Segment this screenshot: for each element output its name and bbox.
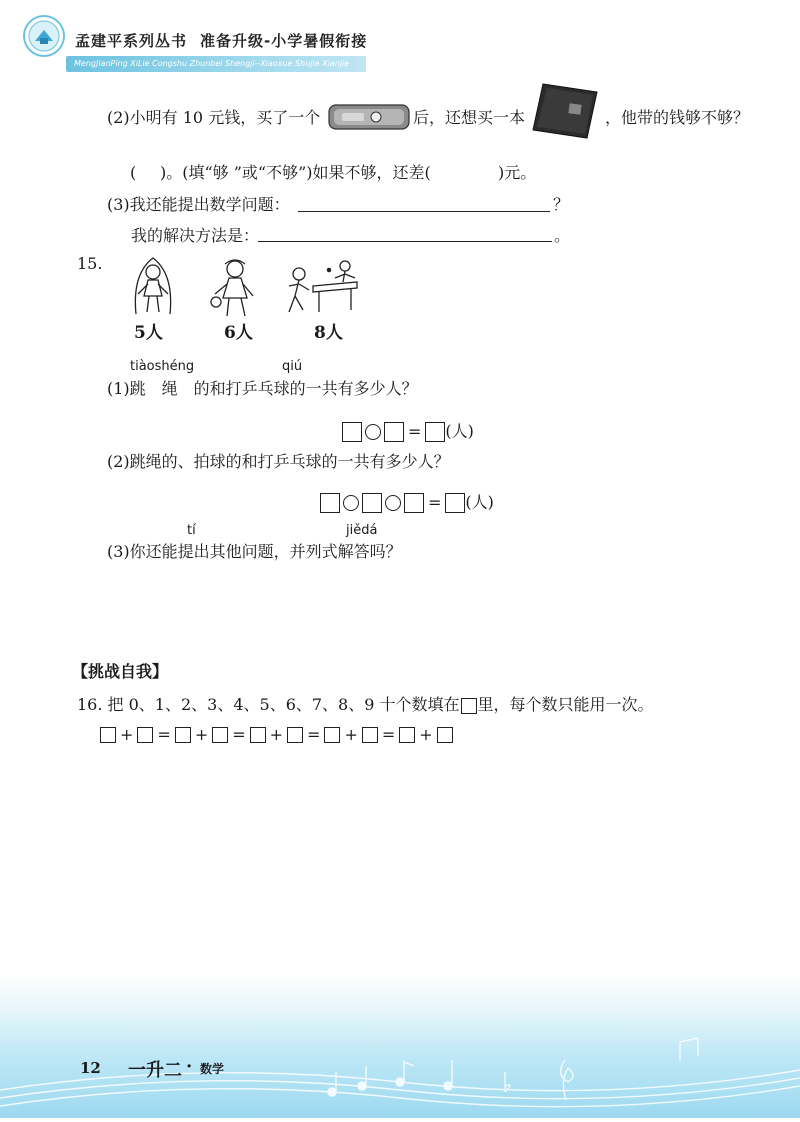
- challenge-heading: 【挑战自我】: [72, 662, 169, 681]
- q15-p1-equation: [342, 421, 474, 442]
- pencil-case-image: [328, 102, 410, 132]
- music-notes-decoration: [0, 1020, 800, 1118]
- count-ball-bouncing: 6人: [224, 323, 253, 343]
- example-box: [461, 698, 477, 714]
- q16-text: [77, 695, 654, 715]
- q14-p2-text-c: ，他带的钱够不够？: [605, 108, 750, 127]
- q16-equation: [100, 724, 453, 744]
- q14-p3-method: 我的解决方法是：: [131, 226, 260, 245]
- header-title: 准备升级-小学暑假衔接: [200, 32, 368, 50]
- answer-box[interactable]: [212, 727, 228, 743]
- answer-box[interactable]: [384, 422, 404, 442]
- answer-box[interactable]: [399, 727, 415, 743]
- header-logo: [22, 14, 66, 58]
- count-jump-rope: 5人: [134, 323, 163, 343]
- ping-pong-figure: [285, 256, 360, 316]
- equals-sign: =: [157, 725, 171, 744]
- answer-box[interactable]: [437, 727, 453, 743]
- ball-bouncing-figure: [205, 256, 265, 320]
- equals-sign: =: [381, 725, 396, 744]
- q15-p2-text: (2)跳绳的、拍球的和打乒乓球的一共有多少人？: [107, 452, 450, 471]
- q14-p2-fill-a: (: [130, 163, 137, 182]
- answer-box[interactable]: [425, 422, 445, 442]
- answer-box[interactable]: [137, 727, 153, 743]
- header-series: 孟建平系列丛书: [75, 32, 188, 50]
- answer-box[interactable]: [362, 493, 382, 513]
- plus-sign: +: [120, 725, 134, 744]
- answer-box[interactable]: [324, 727, 340, 743]
- answer-box[interactable]: [287, 727, 303, 743]
- plus-sign: +: [194, 725, 209, 744]
- answer-box[interactable]: [362, 727, 378, 743]
- operator-circle[interactable]: [343, 495, 359, 511]
- answer-box[interactable]: [404, 493, 424, 513]
- q14-p2-fill-c: )元。: [498, 163, 537, 182]
- count-ping-pong: 8人: [314, 323, 343, 343]
- q15-number: 15.: [77, 254, 103, 273]
- operator-circle[interactable]: [365, 424, 381, 440]
- header-subtitle: MengJianPing XiLie Congshu Zhunbei Shengji--Xiaoxue Shujia Xianjie: [74, 59, 350, 68]
- plus-sign: +: [419, 725, 433, 744]
- answer-box[interactable]: [320, 493, 340, 513]
- footer-dot: ·: [186, 1056, 193, 1077]
- q14-p3-label: (3)我还能提出数学问题：: [107, 195, 290, 214]
- q14-p2-fill-b: )。(填“够 ”或“不够”)如果不够，还差(: [160, 163, 431, 182]
- equals-sign: =: [408, 422, 422, 441]
- q14-p3-end: ？: [553, 195, 570, 214]
- answer-box[interactable]: [175, 727, 191, 743]
- page-number: 12: [80, 1059, 101, 1077]
- footer-subject: 数学: [200, 1062, 225, 1076]
- unit-label: (人): [465, 492, 494, 512]
- answer-box[interactable]: [250, 727, 266, 743]
- pinyin-ti: tí: [187, 523, 196, 538]
- unit-label: (人): [445, 421, 474, 441]
- equals-sign: =: [232, 725, 246, 744]
- equals-sign: =: [428, 493, 442, 512]
- equals-sign: =: [307, 725, 321, 744]
- q15-p1-text: (1)跳 绳 的和打乒乓球的一共有多少人？: [107, 379, 418, 398]
- q16-text-a: 16. 把 0、1、2、3、4、5、6、7、8、9 十个数填在: [77, 695, 460, 714]
- footer-book: 一升二: [128, 1060, 182, 1081]
- q14-p2-text-a: (2)小明有 10 元钱，买了一个: [107, 108, 321, 127]
- answer-box[interactable]: [100, 727, 116, 743]
- operator-circle[interactable]: [385, 495, 401, 511]
- pinyin-jieda: jiědá: [346, 523, 378, 538]
- q14-p3-answer-line[interactable]: [298, 211, 550, 212]
- pinyin-tiaosheng: tiàoshéng: [130, 359, 195, 374]
- q14-p3-method-line[interactable]: [258, 241, 552, 242]
- plus-sign: +: [269, 725, 284, 744]
- jump-rope-figure: [128, 254, 178, 320]
- q14-p3-method-end: 。: [554, 226, 571, 245]
- q15-p3-text: (3)你还能提出其他问题，并列式解答吗？: [107, 542, 402, 561]
- q16-text-b: 里，每个数只能用一次。: [477, 695, 654, 714]
- answer-box[interactable]: [445, 493, 465, 513]
- pinyin-qiu: qiú: [282, 359, 303, 374]
- notebook-image: [531, 82, 599, 140]
- answer-box[interactable]: [342, 422, 362, 442]
- q15-p2-equation: [320, 492, 494, 513]
- q14-p2-text-b: 后，还想买一本: [413, 108, 526, 127]
- plus-sign: +: [344, 725, 358, 744]
